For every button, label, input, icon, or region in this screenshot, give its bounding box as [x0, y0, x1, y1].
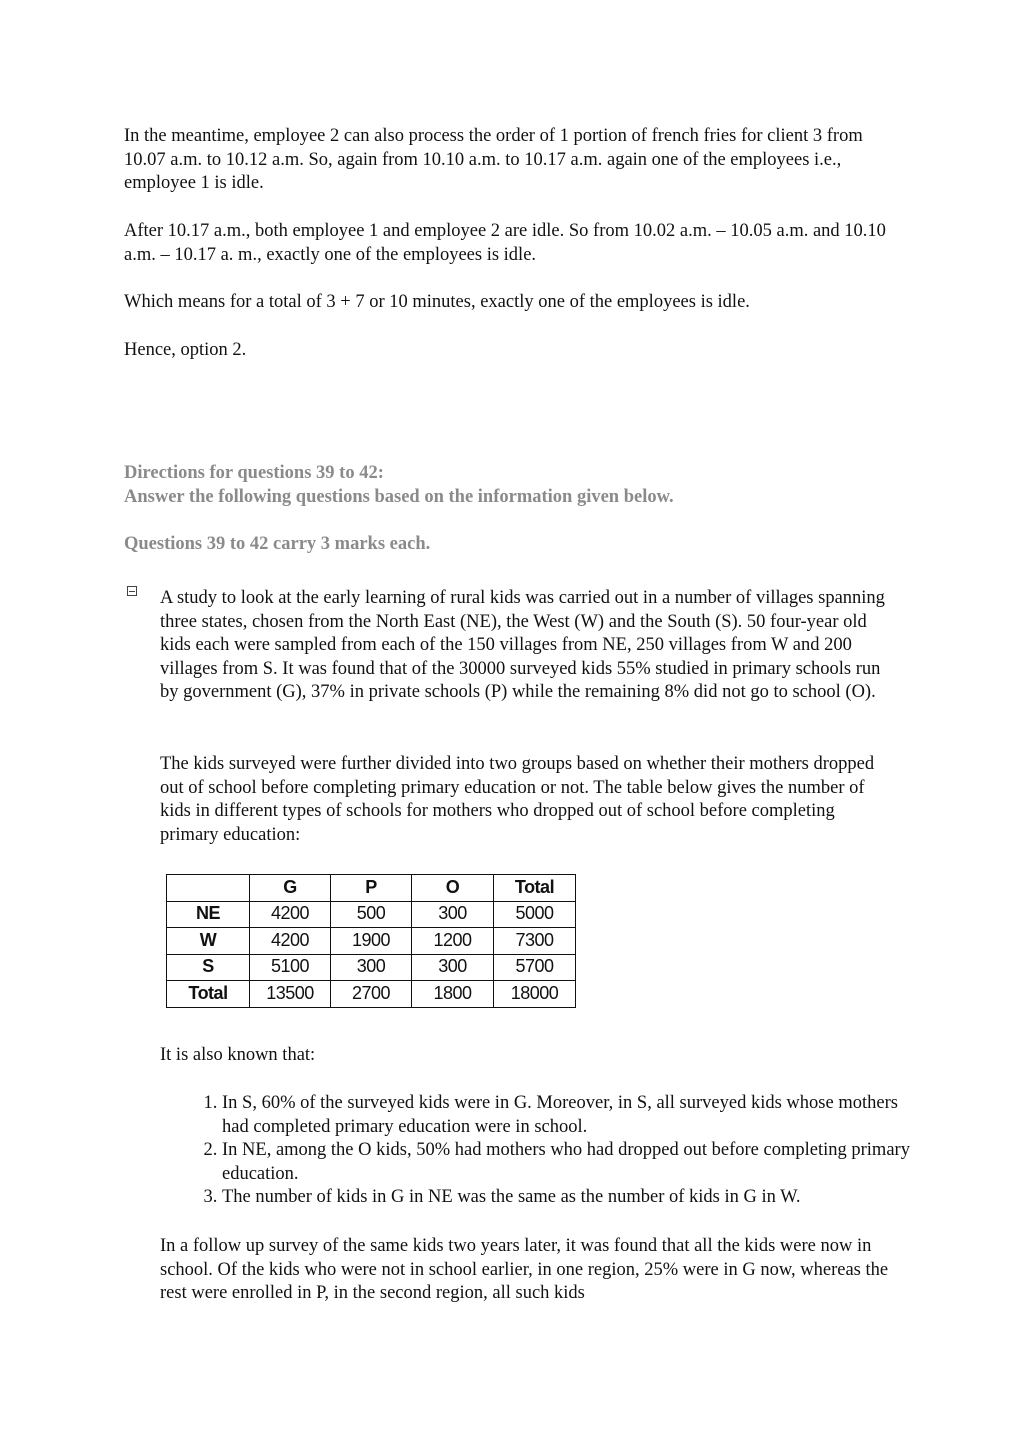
table-cell: 5000	[494, 901, 576, 928]
table-row-label: S	[167, 954, 250, 981]
table-cell: 4200	[250, 928, 331, 955]
passage-table-intro: The kids surveyed were further divided into two groups based on whether their mothers dropped out of school before completing primary education or not. The table below gives the number of kids in different types of schools for mothers who dropped out of school before completing primary education:	[160, 754, 875, 845]
paragraph-employee-2: In the meantime, employee 2 can also process the order of 1 portion of french fries for client 3 from 10.07 a.m. to 10.12 a.m. So, again from 10.10 a.m. to 10.17 a.m. again one of the employees i.e., employee 1 is idle.	[124, 126, 863, 194]
list-item: 2. In NE, among the O kids, 50% had mothers who had dropped out before completing primary education.	[222, 1139, 912, 1186]
list-item: 1. In S, 60% of the surveyed kids were in G. Moreover, in S, all surveyed kids whose mothers had completed primary education were in school.	[222, 1092, 912, 1139]
table-row	[167, 954, 576, 981]
paragraph-answer: Hence, option 2.	[124, 340, 247, 360]
table-cell: 300	[412, 954, 494, 981]
table-header-cell: Total	[494, 875, 576, 902]
table-cell: 4200	[250, 901, 331, 928]
marks-note: Questions 39 to 42 carry 3 marks each.	[124, 534, 431, 554]
facts-list	[190, 1092, 912, 1210]
paragraph-total-minutes: Which means for a total of 3 + 7 or 10 minutes, exactly one of the employees is idle.	[124, 292, 750, 312]
table-cell: 300	[331, 954, 412, 981]
table-cell: 300	[412, 901, 494, 928]
table-cell: 5100	[250, 954, 331, 981]
table-header-cell	[167, 875, 250, 902]
table-cell: 18000	[494, 981, 576, 1008]
table-header-row	[167, 875, 576, 902]
table-row	[167, 901, 576, 928]
table-cell: 500	[331, 901, 412, 928]
table-header-cell: P	[331, 875, 412, 902]
table-cell: 7300	[494, 928, 576, 955]
table-cell: 2700	[331, 981, 412, 1008]
table-row-label: NE	[167, 901, 250, 928]
table-row	[167, 928, 576, 955]
directions-heading: Directions for questions 39 to 42:	[124, 463, 384, 483]
table-row-label: Total	[167, 981, 250, 1008]
table-header-cell: G	[250, 875, 331, 902]
passage-intro: A study to look at the early learning of rural kids was carried out in a number of villages spanning three states, chosen from the North East (NE), the West (W) and the South (S). 50 four-year old kids each were sampled from each of the 150 villages from NE, 250 villages from W and 200 villages from S. It was found that of the 30000 surveyed kids 55% studied in primary schools run by government (G), 37% in private schools (P) while the remaining 8% did not go to school (O).	[160, 588, 885, 703]
list-item: 3. The number of kids in G in NE was the same as the number of kids in G in W.	[222, 1186, 912, 1210]
directions-instruction: Answer the following questions based on the information given below.	[124, 487, 674, 507]
known-heading: It is also known that:	[160, 1045, 316, 1065]
table-cell: 13500	[250, 981, 331, 1008]
collapse-minus-icon[interactable]	[127, 586, 137, 596]
table-header-cell: O	[412, 875, 494, 902]
table-cell: 5700	[494, 954, 576, 981]
table-cell: 1800	[412, 981, 494, 1008]
paragraph-after-1017: After 10.17 a.m., both employee 1 and employee 2 are idle. So from 10.02 a.m. – 10.05 a.m. and 10.10 a.m. – 10.17 a. m., exactly one of the employees is idle.	[124, 221, 886, 265]
table-cell: 1900	[331, 928, 412, 955]
table-row	[167, 981, 576, 1008]
table-cell: 1200	[412, 928, 494, 955]
schools-table	[166, 874, 576, 1008]
table-row-label: W	[167, 928, 250, 955]
passage-followup: In a follow up survey of the same kids two years later, it was found that all the kids were now in school. Of the kids who were not in school earlier, in one region, 25% were in G now, whereas the rest were enrolled in P, in the second region, all such kids	[160, 1236, 889, 1304]
